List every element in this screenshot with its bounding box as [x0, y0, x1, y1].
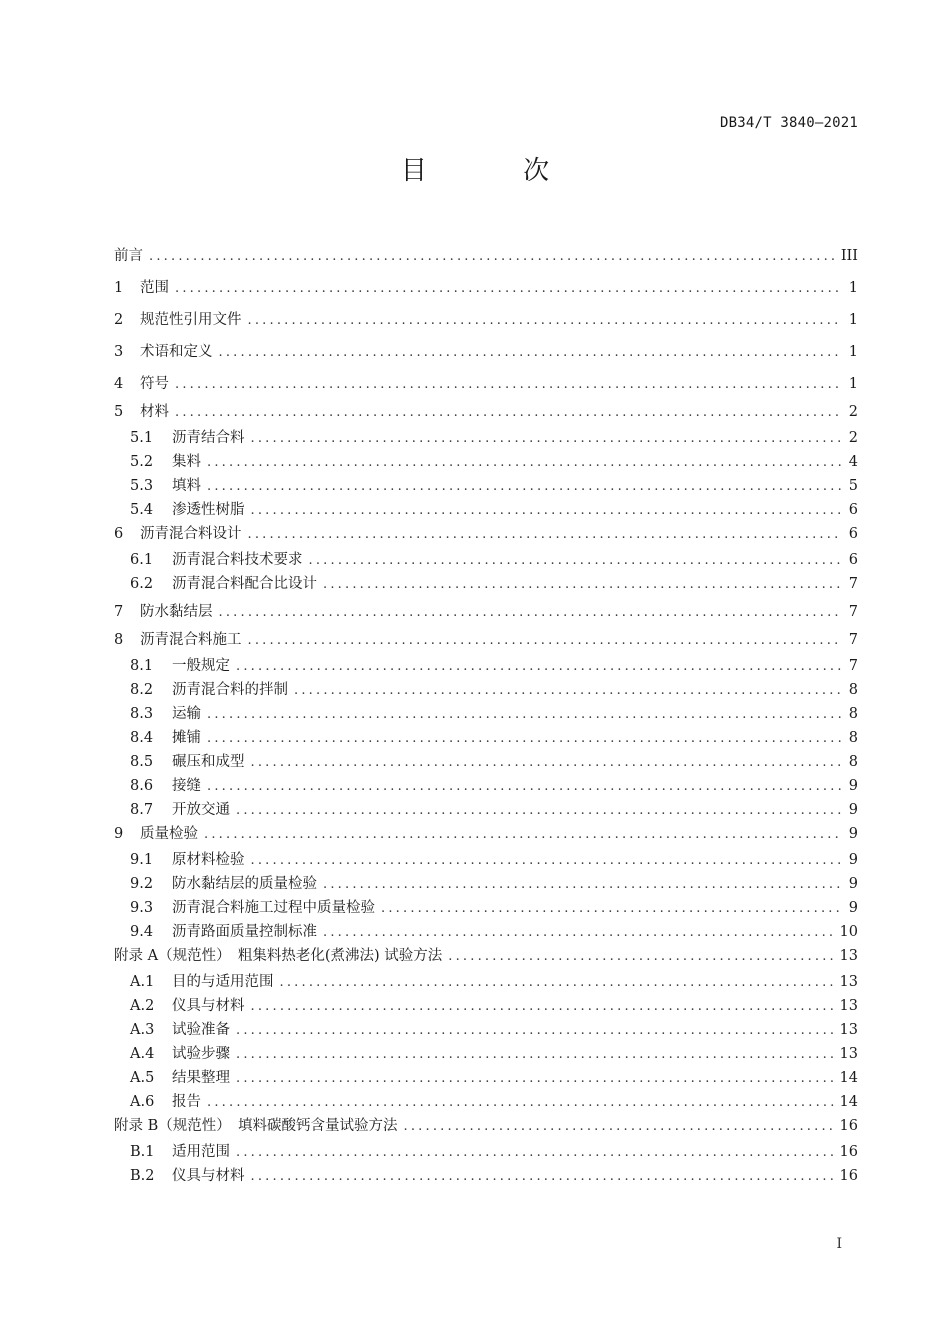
dot-leader [251, 995, 834, 1019]
toc-subentry[interactable] [114, 678, 858, 702]
toc-subentry[interactable] [114, 450, 858, 474]
toc-entry-number: 8.5 [130, 754, 154, 770]
toc-entry-page: 8 [848, 730, 858, 746]
toc-entry-number: 8.6 [130, 778, 154, 794]
toc-entry-label: 防水黏结层的质量检验 [172, 876, 317, 892]
toc-entry-number: 5.3 [130, 478, 154, 494]
dot-leader [204, 823, 842, 847]
toc-subentry[interactable] [114, 702, 858, 726]
dot-leader [236, 1067, 834, 1091]
toc-subentry[interactable] [114, 872, 858, 896]
toc-entry-label: 附录 B（规范性） 填料碳酸钙含量试验方法 [114, 1118, 398, 1134]
toc-entry-label: 沥青混合料技术要求 [172, 552, 303, 568]
toc-entry-page: 7 [848, 604, 858, 620]
toc-entry-label: 试验步骤 [172, 1046, 230, 1062]
toc-entry-label: 沥青混合料施工过程中质量检验 [172, 900, 375, 916]
toc-entry-number: 8.2 [130, 682, 154, 698]
toc-entry-page: III [840, 248, 858, 264]
dot-leader [236, 655, 842, 679]
toc-entry-page: 9 [848, 852, 858, 868]
toc-entry-label: 摊铺 [172, 730, 201, 746]
toc-entry-page: 14 [839, 1070, 858, 1086]
toc-entry-page: 7 [848, 632, 858, 648]
toc-entry-page: 9 [848, 900, 858, 916]
toc-entry-number: 7 [114, 604, 124, 620]
toc-entry-label: 沥青混合料施工 [140, 632, 242, 648]
toc-entry-number: 2 [114, 312, 124, 328]
toc-subentry[interactable] [114, 1066, 858, 1090]
toc-entry[interactable] [114, 596, 858, 628]
dot-leader [251, 499, 843, 523]
dot-leader [448, 945, 833, 969]
dot-leader [381, 897, 842, 921]
toc-subentry[interactable] [114, 920, 858, 944]
toc-entry-label: 术语和定义 [140, 344, 213, 360]
page-title: 目 次 [400, 156, 594, 186]
toc-entry[interactable] [114, 628, 858, 654]
toc-entry-number: A.6 [130, 1094, 155, 1110]
toc-entry-number: 9.4 [130, 924, 154, 940]
toc-entry-page: 9 [848, 778, 858, 794]
dot-leader [251, 849, 843, 873]
toc-entry[interactable] [114, 368, 858, 400]
toc-entry-number: A.3 [130, 1022, 155, 1038]
toc-subentry[interactable] [114, 970, 858, 994]
toc-entry-label: 附录 A（规范性） 粗集料热老化(煮沸法) 试验方法 [114, 948, 443, 964]
toc-subentry[interactable] [114, 896, 858, 920]
toc-subentry[interactable] [114, 498, 858, 522]
toc-subentry[interactable] [114, 994, 858, 1018]
toc-entry[interactable] [114, 822, 858, 848]
toc-entry-label: 沥青路面质量控制标准 [172, 924, 317, 940]
toc-entry-page: 13 [839, 948, 858, 964]
dot-leader [294, 679, 842, 703]
toc-entry-label: 适用范围 [172, 1144, 230, 1160]
toc-entry-label: 报告 [172, 1094, 201, 1110]
dot-leader [251, 1165, 834, 1189]
toc-entry-page: 8 [848, 706, 858, 722]
toc-entry[interactable] [114, 400, 858, 426]
toc-entry[interactable] [114, 304, 858, 336]
toc-entry-number: 8.1 [130, 658, 154, 674]
toc-entry-page: 1 [848, 280, 858, 296]
toc-entry-number: 8.4 [130, 730, 154, 746]
toc-entry-page: 1 [848, 376, 858, 392]
toc-entry-label: 仪具与材料 [172, 998, 245, 1014]
toc-entry-page: 5 [848, 478, 858, 494]
document-code: DB34/T 3840—2021 [719, 115, 858, 131]
toc-subentry[interactable] [114, 726, 858, 750]
toc-subentry[interactable] [114, 1140, 858, 1164]
toc-entry-page: 13 [839, 1022, 858, 1038]
toc-entry[interactable] [114, 522, 858, 548]
toc-entry-number: 9.2 [130, 876, 154, 892]
dot-leader [280, 971, 834, 995]
dot-leader [219, 597, 843, 629]
toc-entry-page: 13 [839, 998, 858, 1014]
toc-entry-number: 4 [114, 376, 124, 392]
toc-entry-number: 3 [114, 344, 124, 360]
toc-subentry[interactable] [114, 1090, 858, 1114]
toc-entry-label: 渗透性树脂 [172, 502, 245, 518]
toc-entry-label: 范围 [140, 280, 169, 296]
toc-subentry[interactable] [114, 474, 858, 498]
dot-leader [207, 475, 842, 499]
toc-entry-label: 沥青混合料配合比设计 [172, 576, 317, 592]
toc-entry[interactable] [114, 336, 858, 368]
toc-entry-page: 7 [848, 576, 858, 592]
toc-entry-label: 运输 [172, 706, 201, 722]
dot-leader [236, 1043, 834, 1067]
toc-entry-label: 前言 [114, 248, 143, 264]
toc-subentry[interactable] [114, 1164, 858, 1188]
dot-leader [175, 273, 842, 305]
toc-subentry[interactable] [114, 798, 858, 822]
toc-entry[interactable] [114, 1114, 858, 1140]
toc-entry-page: 1 [848, 312, 858, 328]
dot-leader [323, 573, 842, 597]
toc-entry-number: 5.2 [130, 454, 154, 470]
toc-subentry[interactable] [114, 572, 858, 596]
toc-entry-label: 一般规定 [172, 658, 230, 674]
dot-leader [207, 727, 842, 751]
toc-entry-page: 14 [839, 1094, 858, 1110]
toc-entry-page: 8 [848, 754, 858, 770]
toc-entry-label: 质量检验 [140, 826, 198, 842]
toc-entry-number: 6 [114, 526, 124, 542]
toc-entry-number: 5 [114, 404, 124, 420]
toc-entry-page: 9 [848, 876, 858, 892]
toc-entry-number: 9 [114, 826, 124, 842]
toc-entry-number: 5.4 [130, 502, 154, 518]
dot-leader [175, 369, 842, 401]
toc-entry-number: 8 [114, 632, 124, 648]
toc-entry-number: 8.3 [130, 706, 154, 722]
toc-subentry[interactable] [114, 774, 858, 798]
dot-leader [251, 751, 843, 775]
dot-leader [236, 1141, 834, 1165]
toc-entry-label: 材料 [140, 404, 169, 420]
dot-leader [207, 1091, 834, 1115]
toc-subentry[interactable] [114, 1042, 858, 1066]
toc-entry-page: 6 [848, 552, 858, 568]
toc-subentry[interactable] [114, 1018, 858, 1042]
toc-entry[interactable] [114, 944, 858, 970]
toc-entry-page: 1 [848, 344, 858, 360]
toc-entry-number: 5.1 [130, 430, 154, 446]
dot-leader [149, 241, 835, 273]
dot-leader [248, 629, 843, 653]
dot-leader [207, 775, 842, 799]
toc-subentry[interactable] [114, 654, 858, 678]
toc-entry-page: 9 [848, 826, 858, 842]
toc-entry-label: 防水黏结层 [140, 604, 213, 620]
toc-subentry[interactable] [114, 750, 858, 774]
toc-entry-number: 9.1 [130, 852, 154, 868]
page-number: I [836, 1236, 842, 1252]
dot-leader [404, 1115, 834, 1139]
toc-entry-label: 集料 [172, 454, 201, 470]
toc-entry-label: 碾压和成型 [172, 754, 245, 770]
toc-entry-number: B.2 [130, 1168, 155, 1184]
dot-leader [175, 401, 842, 425]
toc-entry-number: A.5 [130, 1070, 155, 1086]
toc-entry-label: 沥青混合料设计 [140, 526, 242, 542]
dot-leader [323, 873, 842, 897]
dot-leader [248, 523, 843, 547]
toc-entry-label: 符号 [140, 376, 169, 392]
toc-entry-page: 13 [839, 974, 858, 990]
toc-entry-page: 16 [839, 1144, 858, 1160]
dot-leader [236, 1019, 834, 1043]
toc-entry-page: 2 [848, 404, 858, 420]
toc-entry-label: 规范性引用文件 [140, 312, 242, 328]
dot-leader [207, 451, 842, 475]
toc-entry-page: 6 [848, 526, 858, 542]
toc-entry-number: A.1 [130, 974, 155, 990]
toc-entry[interactable] [114, 240, 858, 272]
toc-entry-page: 10 [839, 924, 858, 940]
toc-entry-label: 结果整理 [172, 1070, 230, 1086]
toc-subentry[interactable] [114, 426, 858, 450]
toc-entry-number: 9.3 [130, 900, 154, 916]
toc-entry-label: 填料 [172, 478, 201, 494]
toc-entry-page: 16 [839, 1118, 858, 1134]
dot-leader [323, 921, 834, 945]
toc-subentry[interactable] [114, 548, 858, 572]
toc-entry-label: 接缝 [172, 778, 201, 794]
toc-entry-page: 9 [848, 802, 858, 818]
dot-leader [207, 703, 842, 727]
toc-entry-label: 沥青混合料的拌制 [172, 682, 288, 698]
toc-entry-number: A.4 [130, 1046, 155, 1062]
toc-subentry[interactable] [114, 848, 858, 872]
toc-entry-page: 6 [848, 502, 858, 518]
toc-entry-page: 13 [839, 1046, 858, 1062]
toc-entry-label: 开放交通 [172, 802, 230, 818]
toc-entry-page: 7 [848, 658, 858, 674]
table-of-contents [114, 240, 858, 1188]
toc-entry-page: 16 [839, 1168, 858, 1184]
toc-entry-number: A.2 [130, 998, 155, 1014]
dot-leader [219, 337, 843, 369]
toc-entry-label: 目的与适用范围 [172, 974, 274, 990]
dot-leader [248, 305, 843, 337]
toc-entry-page: 4 [848, 454, 858, 470]
toc-entry-number: 1 [114, 280, 124, 296]
toc-entry-number: B.1 [130, 1144, 155, 1160]
toc-entry[interactable] [114, 272, 858, 304]
dot-leader [309, 549, 843, 573]
toc-entry-label: 原材料检验 [172, 852, 245, 868]
toc-entry-page: 8 [848, 682, 858, 698]
toc-entry-label: 试验准备 [172, 1022, 230, 1038]
toc-entry-page: 2 [848, 430, 858, 446]
toc-entry-number: 8.7 [130, 802, 154, 818]
dot-leader [236, 799, 842, 823]
toc-entry-number: 6.2 [130, 576, 154, 592]
toc-entry-label: 沥青结合料 [172, 430, 245, 446]
toc-entry-number: 6.1 [130, 552, 154, 568]
dot-leader [251, 427, 843, 451]
toc-entry-label: 仪具与材料 [172, 1168, 245, 1184]
